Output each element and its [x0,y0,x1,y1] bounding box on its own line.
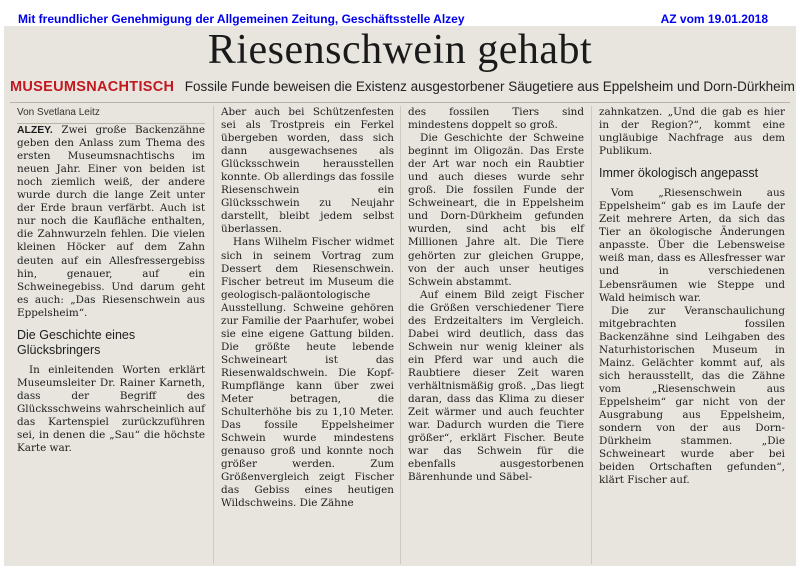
newspaper-clipping [4,26,796,566]
paragraph: Aber auch bei Schützenfesten sei als Trostpreis ein Ferkel übergeben worden, dass sich dann ausgewachsenes als Glücksschwein herausstellen konnte. Ob allerdings das fossile Riesenschwein ein Glücksschwein zu Neujahr darstellt, bleibt jedem selbst überlassen. [221,106,394,236]
kicker: MUSEUMSNACHTISCH [10,79,175,95]
subheading: Immer ökologisch angepasst [599,166,759,181]
paragraph: des fossilen Tiers sind mindestens doppelt so groß. [408,106,584,132]
paragraph: In einleitenden Worten erklärt Museumsleiter Dr. Rainer Karneth, dass der Begriff des Glücksschweins wahrscheinlich auf das Kartenspiel zurückzuführen sei, in denen die „Sau“ die höchste Karte war. [17,363,205,455]
paragraph: Die Geschichte der Schweine beginnt im Oligozän. Das Erste der Art war noch ein Raubtier und auch dieses wurde sehr groß. Die fossilen Funde der Schweineart, die in Eppelsheim und Dorn-Dürkheim gefunden wurden, sind acht bis elf Millionen Jahre alt. Die Tiere gehörten zur gleichen Gruppe, von der auch unser heutiges Schwein abstammt. [408,132,584,288]
publication-date: AZ vom 19.01.2018 [660,12,768,26]
paragraph: Die zur Veranschaulichung mitgebrachten fossilen Backenzähne sind Leihgaben des Naturhistorischen Museum in Mainz. Gelächter kommt auf, als sich herausstellt, das die Zähne vom „Riesenschwein aus Eppelsheim“ gar nicht von der Ausgrabung aus Eppelsheim, sondern von der aus Dorn-Dürkheim stammen. „Die Schweineart wurde aber bei beiden Ortschaften gefunden“, klärt Fischer auf. [599,304,785,487]
paragraph: Vom „Riesenschwein aus Eppelsheim“ gab es im Laufe der Zeit mehrere Arten, da sich das Tier an ökologische Änderungen anpasste. Über die Lebensweise weiß man, dass es Allesfresser war und in verschiedenen Lebensräumen wie Steppe und Wald heimisch war. [599,187,785,304]
column-4 [591,106,790,564]
author-byline: Von Svetlana Leitz [17,106,205,124]
subheadline: Fossile Funde beweisen die Existenz ausgestorbener Säugetiere aus Eppelsheim und Dorn-Dürkheim [184,79,795,94]
paragraph [17,124,205,320]
paragraph: Auf einem Bild zeigt Fischer die Größen verschiedener Tiere des Erdzeitalters im Vergleich. Dabei wird deutlich, dass das Schwein nur wenig kleiner als ein Pferd war und auch die Raubtiere dieser Zeit waren verhältnismäßig groß. „Das liegt daran, dass das Klima zu dieser Zeit wärmer und auch feuchter war. Dadurch wurden die Tiere größer“, erklärt Fischer. Beute war das Schwein für die ebenfalls ausgestorbenen Bärenhunde und Säbel- [408,288,584,484]
paragraph-text: Zwei große Backenzähne geben den Anlass zum Thema des ersten Museumsnachtischs im neuen Jahr. Einer von beiden ist noch ziemlich weiß, der andere wurde durch die lange Zeit unter der Erde braun verfärbt. Auch ist nur noch die Kaufläche enthalten, die Zahnwurzeln fehlen. Die vielen kleinen Höcker auf dem Zahn deuten auf ein Allesfressergebiss hin, genauer, auf ein Schweinegebiss. Und darum geht es auch: „Das Riesenschwein aus Eppelsheim“. [17,124,205,319]
subheading: Die Geschichte eines Glücksbringers [17,327,136,357]
column-1 [10,106,210,564]
headline: Riesenschwein gehabt [207,27,593,73]
column-2 [213,106,399,564]
permission-credit: Mit freundlicher Genehmigung der Allgemeinen Zeitung, Geschäftsstelle Alzey [18,12,465,26]
column-3 [400,106,589,564]
paragraph: zahnkatzen. „Und die gab es hier in der Region?“, kommt eine ungläubige Nachfrage aus dem Publikum. [599,106,785,158]
kicker-row [10,78,795,100]
paragraph: Hans Wilhelm Fischer widmet sich in seinem Vortrag zum Dessert dem Riesenschwein. Fischer betreut im Museum die geologisch-paläontologische Ausstellung. Schweine gehören zur Familie der Paarhufer, wobei sie eine eigene Gattung bilden. Die größte heute lebende Schweineart ist das Riesenwaldschwein. Die Kopf-Rumpflänge kann über zwei Meter betragen, die Schulterhöhe bis zu 1,10 Meter. Das fossile Eppelsheimer Schwein wurde mindestens genauso groß und konnte noch größer werden. Zum Größenvergleich zeigt Fischer das Gebiss eines heutigen Wildschweins. Die Zähne [221,236,394,510]
divider [10,102,790,103]
lead-city: ALZEY. [17,125,53,137]
